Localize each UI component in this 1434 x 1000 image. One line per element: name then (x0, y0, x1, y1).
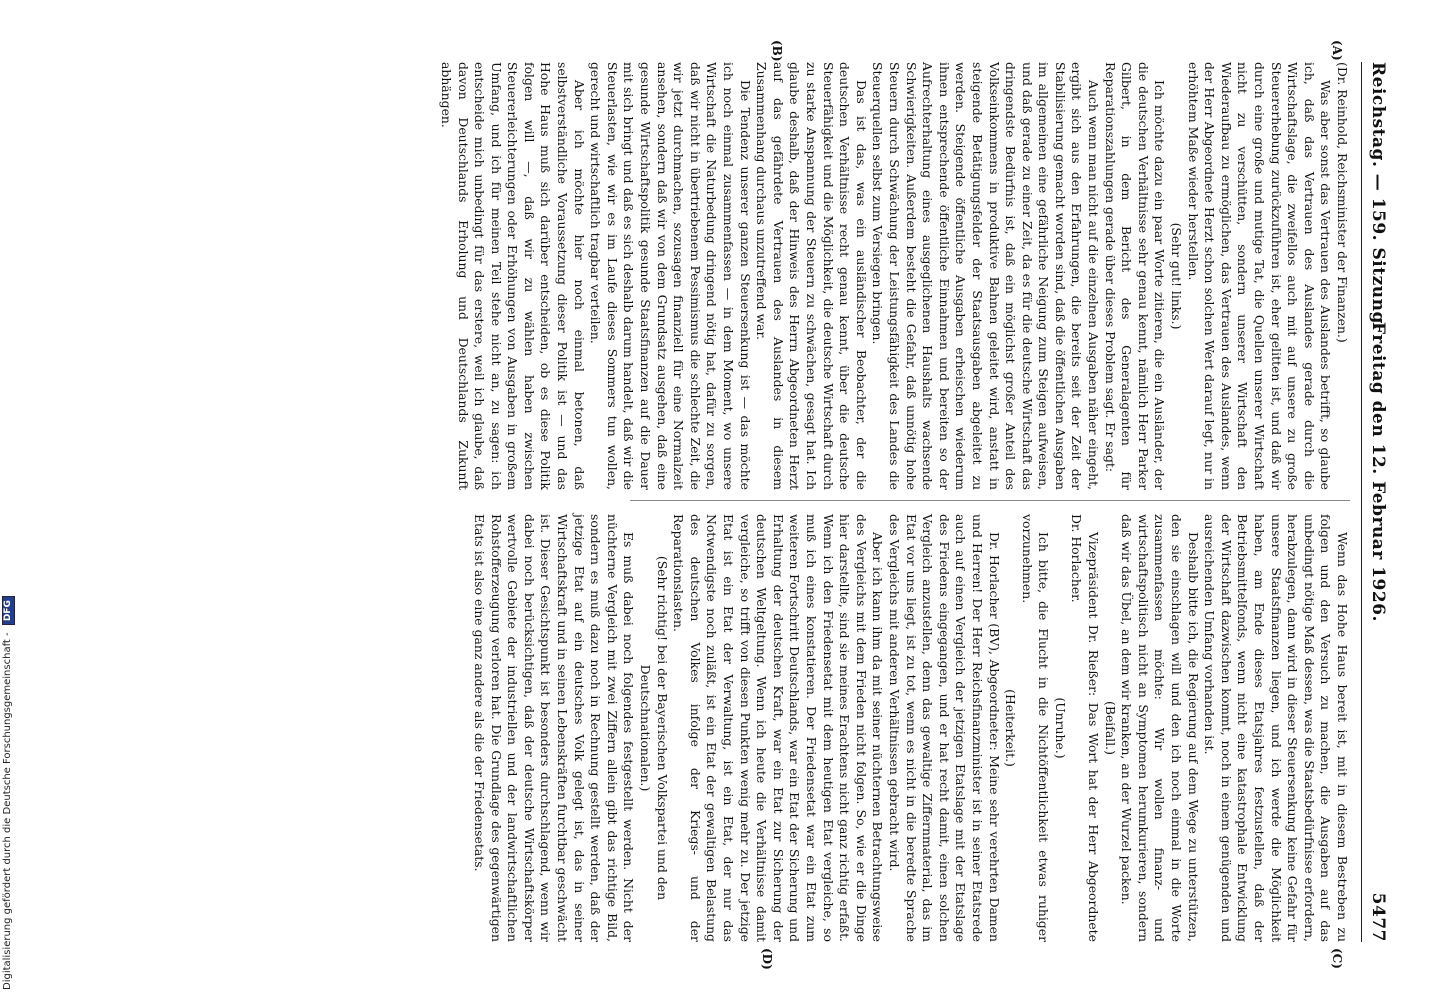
paragraph: (Dr. Reinhold, Reichsminister der Finanzen.) (1335, 62, 1350, 343)
paragraph: Ich bitte, die Flucht in die Nichtöffentlichkeit etwas ruhiger vorzunehmen. (1019, 514, 1052, 942)
paragraph: (Heiterkeit.) (1003, 689, 1019, 767)
margin-marker-c: (C) (1330, 948, 1344, 969)
column-divider (630, 500, 1350, 501)
paragraph: (Beifall.) (1102, 701, 1118, 755)
paragraph: Was aber sonst das Vertrauen des Auslandes betrifft, so glaube ich, daß das Vertrauen des Auslandes gerade durch die Wirtschaftslage, die zweifellos auch mit auf unsere zu große Steuererhebung zurückzuführen ist, eher gelitten ist, und daß wir durch eine große und mutige Tat, die Quellen unserer Wirtschaft nicht zu verschütten, sondern unserer Wirtschaft den Wiederaufbau zu ermöglichen, das Vertrauen des Auslandes, wenn der Herr Abgeordnete Herzt schon solchen Wert darauf legt, nur in erhöhtem Maße wieder herstellen. (1185, 62, 1334, 490)
margin-marker-d: (D) (760, 948, 774, 970)
left-column (437, 62, 1350, 490)
paragraph: Auch wenn man nicht auf die einzelnen Ausgaben näher eingeht, ergibt sich aus den Erfahrungen, die bereits seit der Zeit der Stabilisierung gemacht worden sind, daß die öffentlichen Ausgaben im allgemeinen eine gefährliche Neigung zum Steigen aufweisen, und daß gerade zu einer Zeit, da es für die deutsche Wirtschaft das dringendste Bedürfnis ist, daß ein möglichst großer Anteil des Volkseinkommens in produktive Bahnen geleitet wird, anstatt in steigende Betätigungsfelder der Staatsausgaben abgeleitet zu werden. Steigende öffentliche Ausgaben erheischen wiederum ihnen entsprechende öffentliche Einnahmen und bereiten so der Aufrechterhaltung eines ausgeglichenen Haushalts wachsende Schwierigkeiten. Außerdem besteht die Gefahr, daß unnötig hohe Steuern durch Schwächung der Leistungsfähigkeit des Landes die Steuerquellen selbst zum Versiegen bringen. (870, 62, 1102, 490)
page-header (1361, 62, 1392, 942)
paragraph: Wenn das Hohe Haus bereit ist, mit in diesem Bestreben zu folgen und den Versuch zu machen, die Ausgaben auf das unbedingt nötige Maß dessen, was die Staatsbedürfnisse erfordern, herabzulegen, dann wird in dieser Steuersenkung keine Gefahr für unsere Staatsfinanzen liegen, und ich werde die Möglichkeit haben, am Ende dieses Etatsjahres festzustellen, daß der Betriebsmittelfonds, wenn nicht eine katastrophale Entwicklung der Wirtschaft dazwischen kommt, noch in einem genügenden und ausreichenden Umfang vorhanden ist. (1202, 514, 1350, 942)
paragraph: Aber ich kann ihm da mit seiner nüchternen Betrachtungsweise des Vergleichs mit dem Frieden nicht folgen. So, wie er die Dinge hier darstellte, sind sie meines Erachtens nicht ganz richtig erfaßt. Wenn ich den Friedensetat mit dem heutigen Etat vergleiche, so muß ich eines konstatieren. Der Friedensetat war ein Etat zum weiteren Fortschritt Deutschlands, war ein Etat der Sicherung und Erhaltung der deutschen Kraft, war ein Etat zur Sicherung der deutschen Weltgeltung. Wenn ich heute die Verhältnisse damit vergleiche, so trifft von diesen Punkten wenig mehr zu. Der jetzige Etat ist ein Etat der Verwaltung, ist ein Etat, der nur das Notwendigste noch zuläßt, ist ein Etat der gewaltigen Belastung des deutschen Volkes infolge der Kriegs- und der Reparationslasten. (671, 514, 886, 942)
paragraph: (Sehr richtig! bei der Bayerischen Volkspartei und den Deutschnationalen.) (638, 555, 670, 901)
paragraph: (Unruhe.) (1052, 697, 1068, 759)
paragraph: Die Tendenz unserer ganzen Steuersenkung ist — das möchte ich noch einmal zusammenfassen — in dem Moment, wo unsere Wirtschaft die Naturbedung dringend nötig hat, dafür zu sorgen, daß wir nicht in übertriebenem Pessimismus die schlechte Zeit, die wir jetzt durchmachen, sozusagen finanziell für eine Normalzeit ansehen, sondern daß wir von dem Grundsatz ausgehen, daß eine gesunde Wirtschaftspolitik gesunde Staatsfinanzen auf die Dauer mit sich bringt und daß es sich deshalb darum handelt, daß wir die Steuerlasten, wie wir es im Laufe dieses Sommers tun wollen, gerecht und wirtschaftlich tragbar verteilen. (588, 62, 753, 490)
margin-marker-a: (A) (1330, 40, 1344, 61)
header-left: Reichstag. — 159. Sitzung. (1368, 62, 1388, 331)
header-date: Freitag den 12. Februar 1926. (1368, 322, 1388, 622)
paragraph: Das ist das, was ein ausländischer Beobachter, der die deutschen Verhältnisse recht genau kennt, über die deutsche Steuerfähigkeit und die Möglichkeit, die deutsche Wirtschaft durch zu starke Anspannung der Steuern zu schwächen, gesagt hat. Ich glaube deshalb, daß der Hinweis des Herrn Abgeordneten Herzt auf das gefährdete Vertrauen des Auslandes in diesem Zusammenhang durchaus unzutreffend war. (754, 62, 869, 490)
paragraph: Aber ich möchte hier noch einmal betonen, daß selbstverständliche Voraussetzung dieser Politik ist — und das Hohe Haus muß sich darüber entscheiden, ob es diese Politik folgen will —, daß wir zu wählen haben zwischen Steuererleichterungen oder Erhöhungen von Ausgaben in großem Umfang, und ich für meinen Teil stehe nicht an, zu sagen: ich entscheide mich unbedingt für das erstere, weil ich glaube, daß davon Deutschlands Erholung und Deutschlands Zukunft abhängen. (438, 62, 587, 490)
paragraph: (Sehr gut! links.) (1169, 222, 1185, 330)
margin-marker-b: (B) (770, 40, 784, 62)
dfg-logo: DFG (2, 596, 15, 625)
page-number: 5477 (1368, 892, 1388, 942)
paragraph: Ich möchte dazu ein paar Worte zitieren, die ein Ausländer, der die deutschen Verhältnisse sehr genau kennt, nämlich Herr Parker Gilbert, in dem Bericht des Generalagenten für Reparationszahlungen gerade über dieses Problem sagt. Er sagt: (1102, 62, 1168, 490)
right-column (471, 514, 1350, 942)
paragraph: Deshalb bitte ich, die Regierung auf dem Wege zu unterstützen, den sie einschlagen will und den ich noch einmal in die Worte zusammenfassen möchte: Wir wollen finanz- und wirtschaftspolitisch nicht an Symptomen herumkurieren, sondern daß wir das Übel, an dem wir kranken, an der Wurzel packen. (1119, 514, 1201, 942)
digitization-note (2, 590, 15, 990)
digitization-note-text: Digitalisierung gefördert durch die Deutsche Forschungsgemeinschaft - (2, 632, 13, 990)
paragraph: Es muß dabei noch folgendes festgestellt werden. Nicht der nüchterne Vergleich mit zwei Ziffern allein gibt das richtige Bild, sondern es muß dazu noch in Rechnung gestellt werden, daß der jetzige Etat auf ein deutsches Volk gelegt ist, das in seiner Wirtschaftskraft und in seinen Lebenskräften furchtbar geschwächt ist. Dieser Gesichtspunkt ist besonders durchschlagend, wenn wir dabei noch berücksichtigen, daß der deutsche Wirtschaftskörper wertvolle Gebiete der industriellen und der landwirtschaftlichen Rohstofferzeugung verloren hat. Die Grundlage des gegenwärtigen Etats ist also eine ganz andere als die der Friedensetats. (472, 514, 637, 942)
paragraph: Dr. Horlacher (BV), Abgeordneter: Meine sehr verehrten Damen und Herren! Der Herr Reichsfinanzminister ist in seiner Etatsrede auch auf einen Vergleich der jetzigen Etatslage mit der Etatslage des Friedens eingegangen, und er hat recht damit, einen solchen Vergleich anzustellen, denn das gewaltige Ziffernmaterial, das im Etat vor uns liegt, ist zu tot, wenn es nicht in die beredte Sprache des Vergleichs mit anderen Verhältnissen gebracht wird. (886, 514, 1002, 942)
paragraph: Vizepräsident Dr. Rießer: Das Wort hat der Herr Abgeordnete Dr. Horlacher. (1069, 514, 1102, 942)
